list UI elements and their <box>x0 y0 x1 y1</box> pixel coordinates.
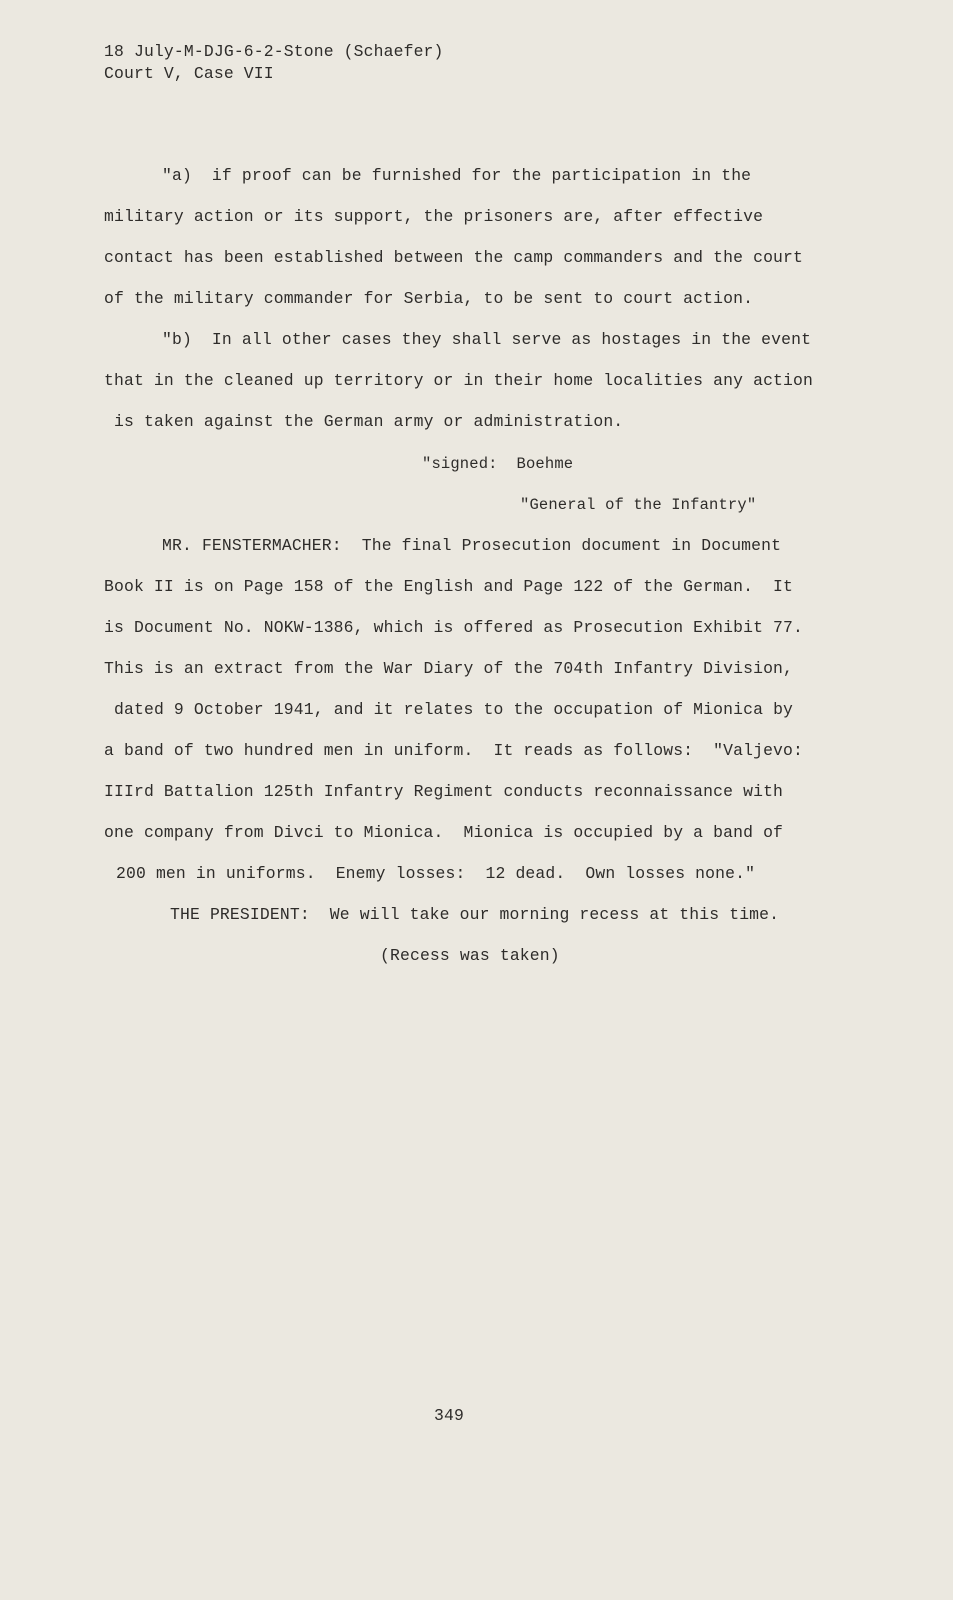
recess-note: (Recess was taken) <box>380 946 560 965</box>
fenstermacher-line-9: 200 men in uniforms. Enemy losses: 12 dead. Own losses none." <box>116 864 756 883</box>
paragraph-b-line-1: "b) In all other cases they shall serve as hostages in the event <box>162 330 812 349</box>
fenstermacher-line-1: MR. FENSTERMACHER: The final Prosecution document in Document <box>162 536 782 555</box>
paragraph-b-line-2: that in the cleaned up territory or in their home localities any action <box>104 371 814 390</box>
fenstermacher-line-5: dated 9 October 1941, and it relates to the occupation of Mionica by <box>114 700 794 719</box>
president-statement: THE PRESIDENT: We will take our morning recess at this time. <box>170 905 780 924</box>
paragraph-a-line-1: "a) if proof can be furnished for the participation in the <box>162 166 752 185</box>
fenstermacher-line-3: is Document No. NOKW-1386, which is offered as Prosecution Exhibit 77. <box>104 618 804 637</box>
signature-signed: "signed: Boehme <box>422 455 574 473</box>
fenstermacher-line-4: This is an extract from the War Diary of the 704th Infantry Division, <box>104 659 794 678</box>
paragraph-a-line-4: of the military commander for Serbia, to be sent to court action. <box>104 289 754 308</box>
header-line-2: Court V, Case VII <box>104 64 274 83</box>
paragraph-b-line-3: is taken against the German army or administration. <box>114 412 624 431</box>
paragraph-a-line-3: contact has been established between the camp commanders and the court <box>104 248 804 267</box>
paragraph-a-line-2: military action or its support, the prisoners are, after effective <box>104 207 764 226</box>
page-number: 349 <box>434 1406 464 1425</box>
fenstermacher-line-7: IIIrd Battalion 125th Infantry Regiment conducts reconnaissance with <box>104 782 784 801</box>
fenstermacher-line-6: a band of two hundred men in uniform. It reads as follows: "Valjevo: <box>104 741 804 760</box>
header-line-1: 18 July-M-DJG-6-2-Stone (Schaefer) <box>104 42 444 61</box>
fenstermacher-line-2: Book II is on Page 158 of the English and Page 122 of the German. It <box>104 577 794 596</box>
fenstermacher-line-8: one company from Divci to Mionica. Mionica is occupied by a band of <box>104 823 784 842</box>
signature-title: "General of the Infantry" <box>520 496 757 514</box>
